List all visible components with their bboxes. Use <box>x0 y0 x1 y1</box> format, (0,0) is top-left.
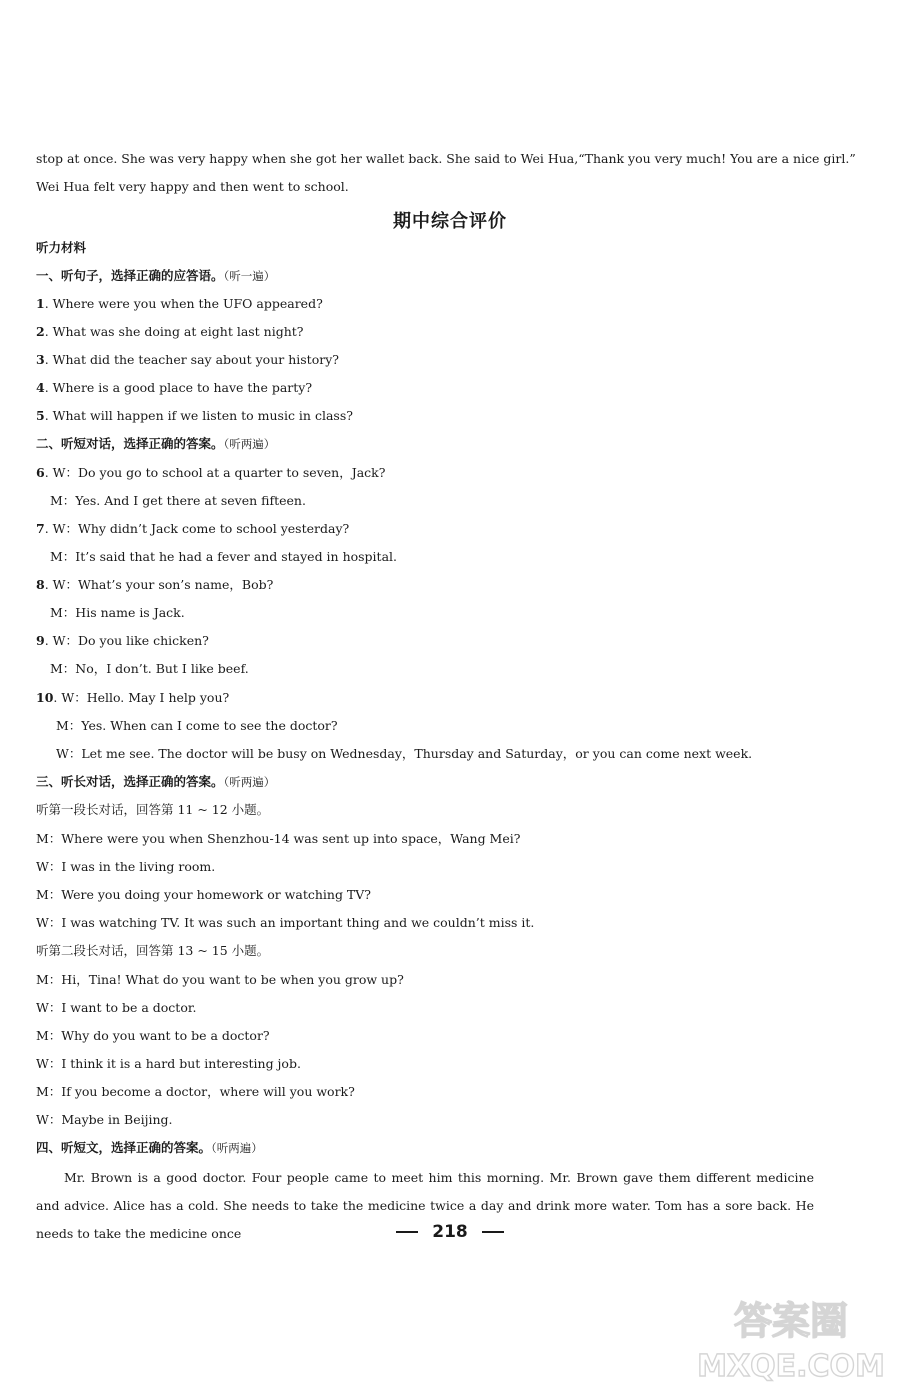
long-dialogue-2-intro: 听第二段长对话，回答第 13 ~ 15 小题。 <box>36 943 270 958</box>
long-dialogue-2-line: M：If you become a doctor，where will you work? <box>36 1084 355 1099</box>
watermark-logo <box>696 1292 886 1384</box>
dialogue-10-line-3: W：Let me see. The doctor will be busy on Wednesday，Thursday and Saturday，or you can come next week. <box>56 746 753 761</box>
page-number-dash-left <box>396 1231 418 1233</box>
question-text: . Where were you when the UFO appeared? <box>44 296 323 311</box>
question-number: 8 <box>36 577 45 592</box>
question-number: 5 <box>36 408 45 423</box>
section-3-heading <box>36 774 275 790</box>
long-dialogue-2-line: W：I want to be a doctor. <box>36 1000 197 1015</box>
section-4-heading <box>36 1140 263 1156</box>
dialogue-6-line-1 <box>36 465 385 481</box>
dialogue-10-line-1 <box>36 690 229 706</box>
question-text: . Where is a good place to have the party? <box>44 380 313 395</box>
page-title: 期中综合评价 <box>393 211 507 232</box>
question-number: 7 <box>36 521 45 536</box>
page-number-text: 218 <box>432 1222 468 1242</box>
question-3 <box>36 352 339 368</box>
section-2-heading <box>36 436 275 452</box>
dialogue-9-line-2: M：No，I don’t. But I like beef. <box>50 661 249 676</box>
long-dialogue-1-line: W：I was watching TV. It was such an important thing and we couldn’t miss it. <box>36 915 535 930</box>
section-1-heading <box>36 268 275 284</box>
long-dialogue-2-line: W：Maybe in Beijing. <box>36 1112 173 1127</box>
dialogue-line: . W：Hello. May I help you? <box>53 690 230 705</box>
page-number-dash-right <box>482 1231 504 1233</box>
long-dialogue-2-line: M：Why do you want to be a doctor? <box>36 1028 270 1043</box>
long-dialogue-1-line: M：Where were you when Shenzhou-14 was sent up into space，Wang Mei? <box>36 831 521 846</box>
dialogue-6-line-2: M：Yes. And I get there at seven fifteen. <box>50 493 306 508</box>
continuation-line-1: stop at once. She was very happy when she got her wallet back. She said to Wei Hua,“Thank you very much! You are a nice girl.” <box>36 151 856 166</box>
question-4 <box>36 380 312 396</box>
long-dialogue-2-line: M：Hi，Tina! What do you want to be when you grow up? <box>36 972 404 987</box>
section-4-note: （听两遍） <box>211 1141 263 1155</box>
dialogue-line: . W：Why didn’t Jack come to school yesterday? <box>44 521 350 536</box>
question-text: . What did the teacher say about your history? <box>44 352 339 367</box>
question-1 <box>36 296 323 312</box>
passage-paragraph: Mr. Brown is a good doctor. Four people came to meet him this morning. Mr. Brown gave them different medicine and advice. Alice has a cold. She needs to take the medicine twice a day and drink more water. Tom has a sore back. He needs to take the medicine once <box>36 1170 814 1241</box>
long-dialogue-1-line: M：Were you doing your homework or watching TV? <box>36 887 371 902</box>
question-text: . What will happen if we listen to music in class? <box>44 408 353 423</box>
section-4-title: 四、听短文，选择正确的答案。 <box>36 1140 212 1155</box>
question-number: 1 <box>36 296 45 311</box>
question-2 <box>36 324 304 340</box>
section-3-note: （听两遍） <box>223 775 276 789</box>
page-number <box>0 1222 900 1242</box>
question-number: 3 <box>36 352 45 367</box>
watermark-line-2: MXQE.COM <box>697 1349 885 1384</box>
continuation-line-2: Wei Hua felt very happy and then went to school. <box>36 179 349 194</box>
dialogue-line: . W：Do you go to school at a quarter to seven，Jack? <box>44 465 386 480</box>
section-2-note: （听两遍） <box>223 437 276 451</box>
question-number: 9 <box>36 633 45 648</box>
question-number: 2 <box>36 324 45 339</box>
section-1-title: 一、听句子，选择正确的应答语。 <box>36 268 224 283</box>
dialogue-8-line-2: M：His name is Jack. <box>50 605 185 620</box>
watermark-line-1: 答案圈 <box>733 1299 849 1343</box>
subtitle-listening-material: 听力材料 <box>36 240 87 255</box>
long-dialogue-2-line: W：I think it is a hard but interesting job. <box>36 1056 301 1071</box>
dialogue-10-line-2: M：Yes. When can I come to see the doctor? <box>56 718 338 733</box>
dialogue-7-line-2: M：It’s said that he had a fever and stayed in hospital. <box>50 549 398 564</box>
section-1-note: （听一遍） <box>223 269 276 283</box>
question-5 <box>36 408 353 424</box>
dialogue-7-line-1 <box>36 521 349 537</box>
question-number: 6 <box>36 465 45 480</box>
dialogue-9-line-1 <box>36 633 209 649</box>
question-text: . What was she doing at eight last night? <box>44 324 304 339</box>
dialogue-line: . W：Do you like chicken? <box>44 633 209 648</box>
question-number: 4 <box>36 380 45 395</box>
question-number: 10 <box>36 690 54 705</box>
long-dialogue-1-intro: 听第一段长对话，回答第 11 ~ 12 小题。 <box>36 802 270 817</box>
section-3-title: 三、听长对话，选择正确的答案。 <box>36 774 224 789</box>
dialogue-line: . W：What’s your son’s name，Bob? <box>44 577 274 592</box>
long-dialogue-1-line: W：I was in the living room. <box>36 859 216 874</box>
dialogue-8-line-1 <box>36 577 273 593</box>
section-2-title: 二、听短对话，选择正确的答案。 <box>36 436 224 451</box>
